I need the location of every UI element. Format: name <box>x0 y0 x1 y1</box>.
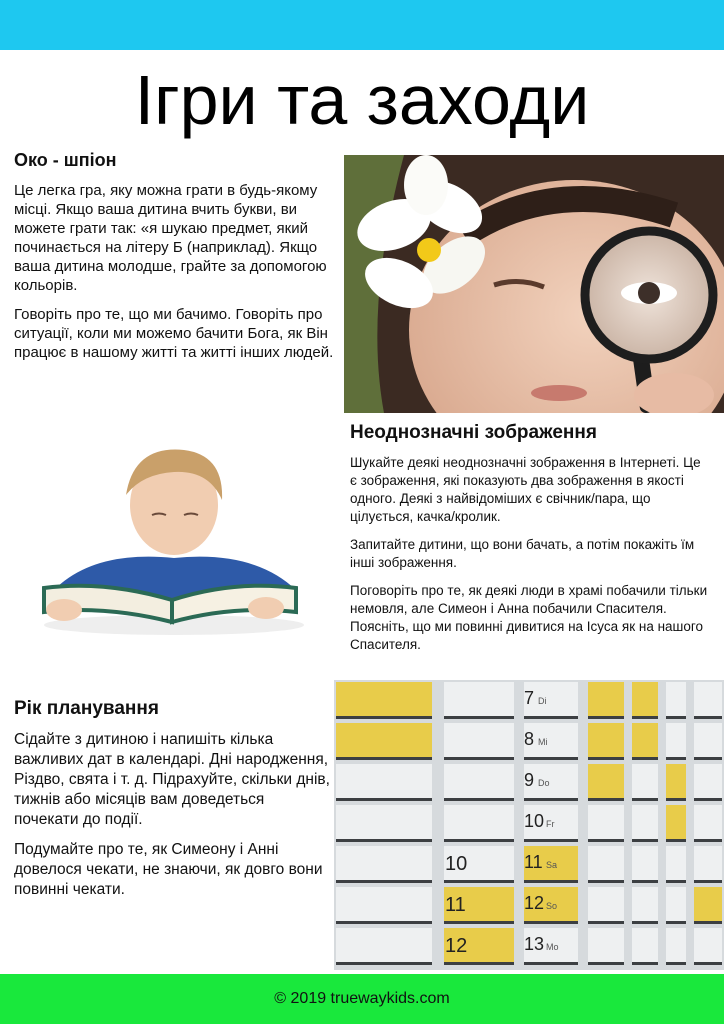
calendar-day-abbr: Mo <box>546 942 559 952</box>
calendar-cell-line <box>444 880 514 883</box>
planning-paragraph-2: Подумайте про те, як Симеону і Анні довелося чекати, не знаючи, як довго вони повинні чекати. <box>14 841 323 898</box>
ambiguous-paragraph-3: Поговоріть про те, як деякі люди в храмі побачили тільки немовля, але Симеон і Анна побачили Спасителя. Поясніть, що ми повинні дивитися на Ісуса як на нашого Спасителя. <box>350 583 708 652</box>
calendar-cell <box>588 846 624 881</box>
calendar-cell-line <box>524 716 578 719</box>
calendar-cell-line <box>336 839 432 842</box>
calendar-cell-line <box>666 880 686 883</box>
calendar-day-number: 7 <box>524 688 535 708</box>
calendar-cell-line <box>632 921 658 924</box>
girl-magnifier-illustration <box>344 155 724 413</box>
calendar-cell <box>336 682 432 717</box>
calendar-illustration <box>334 680 724 970</box>
calendar-cell <box>694 887 722 922</box>
calendar-cell-line <box>336 716 432 719</box>
calendar-cell-line <box>588 962 624 965</box>
calendar-cell-line <box>694 757 722 760</box>
calendar-cell-line <box>336 880 432 883</box>
calendar-cell-line <box>524 839 578 842</box>
calendar-left-number: 10 <box>445 853 468 875</box>
photo-boy-reading <box>34 440 306 640</box>
calendar-cell <box>444 805 514 840</box>
calendar-cell <box>694 682 722 717</box>
photo-calendar <box>334 680 724 970</box>
boy-reading-illustration <box>34 440 306 640</box>
calendar-cell <box>336 928 432 963</box>
section-heading-eye-spy: Око - шпіон <box>14 150 117 170</box>
section-ambiguous-images <box>350 422 710 664</box>
calendar-cell <box>666 846 686 881</box>
planning-paragraph-1: Сідайте з дитиною і напишіть кілька важливих дат в календарі. Дні народження, Різдво, свята і т. д. Підрахуйте, скільки днів, тижнів або місяців вам доведеться почекати до події. <box>14 731 330 828</box>
calendar-cell <box>666 928 686 963</box>
calendar-cell-line <box>336 962 432 965</box>
calendar-cell-line <box>524 757 578 760</box>
calendar-cell-line <box>694 880 722 883</box>
calendar-cell <box>694 723 722 758</box>
footer-bar <box>0 974 724 1024</box>
calendar-day-number: 8 <box>524 729 535 749</box>
photo-girl-magnifier <box>344 155 724 413</box>
footer-copyright: © 2019 truewaykids.com <box>274 990 450 1007</box>
calendar-cell-line <box>524 962 578 965</box>
calendar-cell <box>588 887 624 922</box>
calendar-cell <box>632 928 658 963</box>
calendar-cell-line <box>666 798 686 801</box>
calendar-cell-line <box>336 798 432 801</box>
calendar-cell <box>666 682 686 717</box>
section-heading-ambiguous: Неоднозначні зображення <box>350 422 597 443</box>
calendar-cell-line <box>632 757 658 760</box>
calendar-cell <box>632 682 658 717</box>
ambiguous-paragraph-1: Шукайте деякі неоднозначні зображення в Інтернеті. Це є зображення, які показують два зображення в якості одного. Деякі з найвідоміших є свічник/пара, що цілується, качка/кролик. <box>350 455 701 524</box>
calendar-cell <box>632 887 658 922</box>
calendar-cell-line <box>444 921 514 924</box>
calendar-cell <box>666 723 686 758</box>
calendar-cell-line <box>694 839 722 842</box>
calendar-day-abbr: Sa <box>546 860 558 870</box>
section-year-planning <box>14 698 332 910</box>
calendar-cell-line <box>588 716 624 719</box>
calendar-day-abbr: So <box>546 901 558 911</box>
calendar-cell-line <box>666 757 686 760</box>
calendar-cell <box>694 928 722 963</box>
calendar-cell-line <box>444 716 514 719</box>
calendar-cell <box>694 805 722 840</box>
calendar-cell-line <box>588 839 624 842</box>
calendar-cell-line <box>632 962 658 965</box>
calendar-cell <box>694 764 722 799</box>
calendar-cell-line <box>524 798 578 801</box>
calendar-cell-line <box>632 716 658 719</box>
calendar-day-number: 10 <box>524 811 545 831</box>
calendar-cell-line <box>444 798 514 801</box>
calendar-cell-line <box>336 757 432 760</box>
calendar-cell-line <box>666 839 686 842</box>
calendar-cell <box>588 682 624 717</box>
calendar-cell <box>336 764 432 799</box>
calendar-cell-line <box>632 839 658 842</box>
calendar-cell-line <box>524 921 578 924</box>
section-eye-spy <box>14 150 336 372</box>
calendar-day-abbr: Do <box>538 778 550 788</box>
calendar-cell <box>444 682 514 717</box>
calendar-cell <box>632 723 658 758</box>
calendar-cell-line <box>666 921 686 924</box>
calendar-cell-line <box>444 757 514 760</box>
calendar-cell <box>694 846 722 881</box>
section-heading-planning: Рік планування <box>14 698 159 719</box>
calendar-cell <box>666 805 686 840</box>
calendar-cell <box>336 846 432 881</box>
calendar-day-number: 9 <box>524 770 535 790</box>
calendar-cell-line <box>694 962 722 965</box>
calendar-day-abbr: Di <box>538 696 547 706</box>
calendar-day-abbr: Mi <box>538 737 548 747</box>
calendar-cell-line <box>666 962 686 965</box>
calendar-cell <box>336 805 432 840</box>
calendar-cell <box>632 764 658 799</box>
calendar-cell-line <box>444 962 514 965</box>
top-color-bar <box>0 0 724 50</box>
calendar-day-abbr: Fr <box>546 819 555 829</box>
calendar-cell <box>588 928 624 963</box>
calendar-cell <box>588 764 624 799</box>
calendar-cell-line <box>588 880 624 883</box>
calendar-cell-line <box>694 798 722 801</box>
calendar-cell-line <box>632 798 658 801</box>
page-title: Ігри та заходи <box>134 61 590 139</box>
calendar-cell-line <box>694 921 722 924</box>
calendar-cell-line <box>588 757 624 760</box>
calendar-day-number: 11 <box>524 852 543 872</box>
calendar-cell <box>666 887 686 922</box>
calendar-cell-line <box>524 880 578 883</box>
calendar-cell-line <box>444 839 514 842</box>
calendar-cell-line <box>694 716 722 719</box>
calendar-cell <box>336 723 432 758</box>
calendar-left-number: 11 <box>445 894 466 916</box>
calendar-cell <box>444 764 514 799</box>
eye-spy-paragraph-2: Говоріть про те, що ми бачимо. Говоріть про ситуації, коли ми можемо бачити Бога, як Він працює в нашому житті та житті інших людей. <box>14 306 334 361</box>
calendar-cell <box>588 723 624 758</box>
calendar-cell <box>336 887 432 922</box>
calendar-day-number: 12 <box>524 893 545 913</box>
ambiguous-paragraph-2: Запитайте дитини, що вони бачать, а потім покажіть їм інші зображення. <box>350 537 695 570</box>
calendar-cell-line <box>632 880 658 883</box>
calendar-cell <box>632 805 658 840</box>
calendar-cell <box>588 805 624 840</box>
calendar-cell-line <box>336 921 432 924</box>
calendar-cell <box>444 723 514 758</box>
calendar-cell-line <box>666 716 686 719</box>
calendar-cell <box>632 846 658 881</box>
calendar-cell-line <box>588 921 624 924</box>
calendar-cell <box>666 764 686 799</box>
calendar-day-number: 13 <box>524 934 545 954</box>
eye-spy-paragraph-1: Це легка гра, яку можна грати в будь-якому місці. Якщо ваша дитина вчить букви, ви можете грати так: «я шукаю предмет, який починається на літеру Б (наприклад). Якщо ваша дитина молодше, грайте за допомогою кольорів. <box>14 182 327 294</box>
calendar-cell-line <box>588 798 624 801</box>
calendar-left-number: 12 <box>445 935 468 957</box>
